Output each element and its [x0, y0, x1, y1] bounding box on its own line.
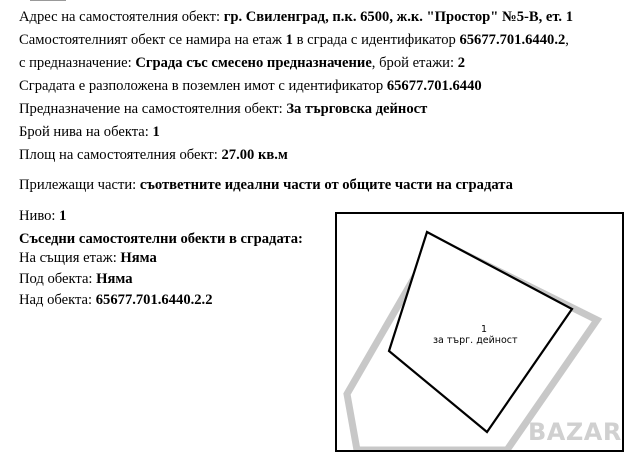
floors-count-label: , брой етажи:: [371, 55, 455, 71]
levels-label: Брой нива на обекта:: [19, 124, 149, 140]
unit-purpose-value: За търговска дейност: [286, 101, 428, 117]
address-label: Адрес на самостоятелния обект:: [19, 9, 221, 25]
below-line: [19, 270, 133, 288]
floor-plan-drawing: [337, 214, 622, 450]
adjoining-parts-value: съответните идеални части от общите части на сградата: [139, 177, 513, 193]
floor-info-line: [19, 31, 569, 49]
below-value: Няма: [96, 271, 133, 287]
floor-info-suffix: ,: [565, 32, 569, 48]
same-floor-line: [19, 249, 157, 267]
same-floor-label: На същия етаж:: [19, 250, 117, 266]
building-identifier: 65677.701.6440.2: [459, 32, 566, 48]
adjoining-parts-label: Прилежащи части:: [19, 177, 137, 193]
cropped-text-fragment: [30, 0, 70, 2]
address-value: гр. Свиленград, п.к. 6500, ж.к. "Простор" №5-В, ет. 1: [223, 9, 574, 25]
above-line: [19, 291, 213, 309]
level-value: 1: [59, 208, 67, 224]
neighbors-heading-text: Съседни самостоятелни обекти в сградата:: [19, 231, 303, 247]
plan-unit-number: 1: [481, 324, 488, 335]
neighbors-heading: [19, 230, 303, 248]
area-value: 27.00 кв.м: [221, 147, 288, 163]
floor-number: 1: [285, 32, 293, 48]
unit-purpose-label: Предназначение на самостоятелния обект:: [19, 101, 283, 117]
land-prefix: Сградата е разположена в поземлен имот с идентификатор: [19, 78, 384, 94]
floor-plan-sketch: [335, 212, 624, 452]
above-label: Над обекта:: [19, 292, 93, 308]
address-line: [19, 8, 573, 26]
floor-info-mid: в сграда с идентификатор: [296, 32, 456, 48]
land-line: [19, 77, 482, 95]
level-label: Ниво:: [19, 208, 56, 224]
same-floor-value: Няма: [120, 250, 157, 266]
plan-unit-use: за търг. дейност: [433, 335, 518, 346]
adjoining-parts-line: [19, 176, 513, 194]
area-label: Площ на самостоятелния обект:: [19, 147, 218, 163]
level-line: [19, 207, 66, 225]
land-identifier: 65677.701.6440: [386, 78, 482, 94]
watermark-logo: BAZAR: [528, 418, 622, 446]
below-label: Под обекта:: [19, 271, 93, 287]
levels-line: [19, 123, 160, 141]
building-purpose-prefix: с предназначение:: [19, 55, 132, 71]
area-line: [19, 146, 288, 164]
floors-count-value: 2: [457, 55, 465, 71]
building-purpose-line: [19, 54, 465, 72]
above-value: 65677.701.6440.2.2: [95, 292, 213, 308]
levels-value: 1: [152, 124, 160, 140]
building-purpose-value: Сграда със смесено предназначение: [135, 55, 372, 71]
unit-purpose-line: [19, 100, 427, 118]
floor-info-prefix: Самостоятелният обект се намира на етаж: [19, 32, 282, 48]
